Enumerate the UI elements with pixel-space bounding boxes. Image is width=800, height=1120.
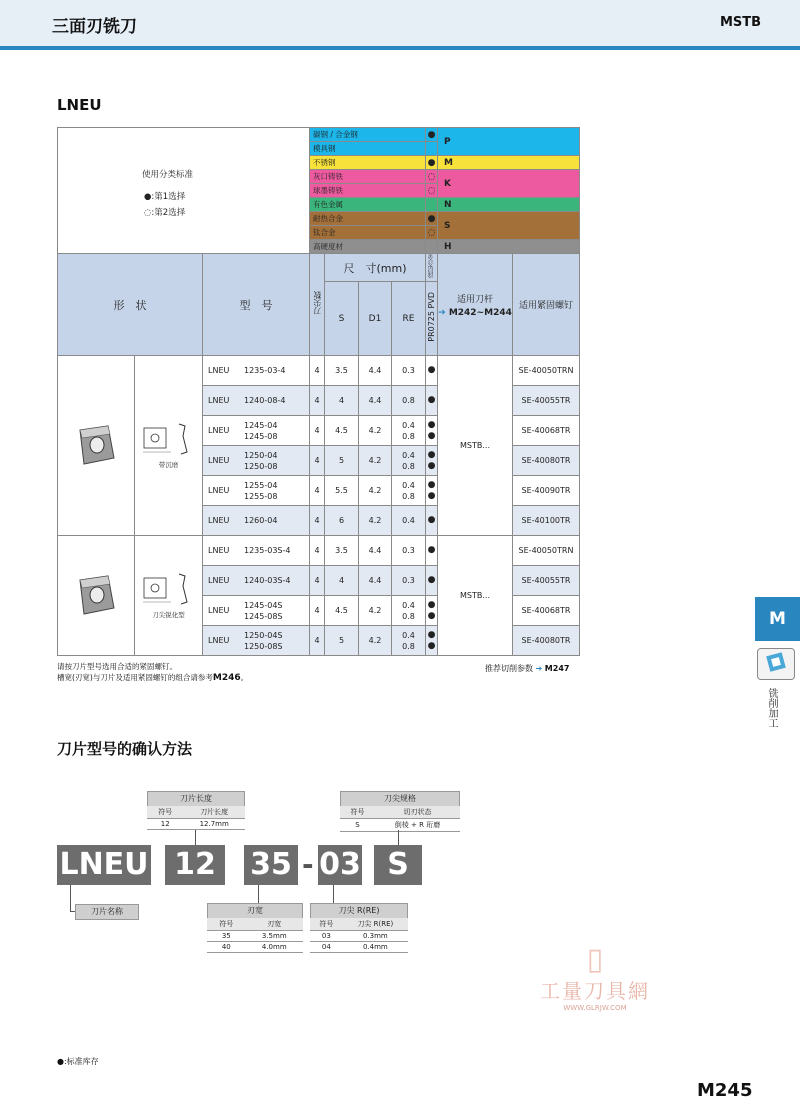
- corner-table: [340, 806, 460, 832]
- edges-cell: 4: [310, 356, 325, 386]
- watermark-logo-icon: ▯: [586, 942, 604, 977]
- note-line1: 请按刀片型号选用合适的紧固螺钉。: [57, 662, 177, 671]
- arrow-right-icon: ➔: [438, 307, 446, 318]
- re-cell: [392, 386, 426, 416]
- screw-cell: SE-40100TR: [513, 506, 580, 536]
- s-cell: 5: [325, 626, 359, 656]
- d1-cell: 4.2: [359, 596, 392, 626]
- name-box-title: 刀片名称: [75, 904, 139, 920]
- radius-h1: 符号: [310, 918, 343, 931]
- width-c: 40: [207, 942, 246, 953]
- holder-cell: MSTB...: [438, 536, 513, 656]
- insert-photo-cell: [58, 536, 135, 656]
- material-mark: ●: [426, 128, 438, 142]
- re-value: 0.8: [402, 611, 415, 621]
- re-value: 0.3: [402, 576, 415, 585]
- stock-dot: ●: [427, 419, 436, 430]
- model-code: 1245-04: [244, 420, 278, 430]
- material-mark: ●: [426, 212, 438, 226]
- second-choice-legend: ◌:第2选择: [144, 207, 186, 218]
- category-p: P: [438, 128, 580, 156]
- edges-cell: 4: [310, 536, 325, 566]
- insert-image: [58, 572, 134, 620]
- screw-cell: SE-40050TRN: [513, 356, 580, 386]
- edges-cell: 4: [310, 446, 325, 476]
- material-mark: [426, 198, 438, 212]
- side-tab-label: 铣削加工: [766, 688, 777, 728]
- corner-r1: S: [340, 819, 375, 832]
- section-title-lneu: LNEU: [57, 96, 102, 114]
- s-cell: 6: [325, 506, 359, 536]
- edges-cell: 4: [310, 596, 325, 626]
- d1-cell: 4.4: [359, 356, 392, 386]
- header-rule: [0, 46, 800, 50]
- d1-cell: 4.2: [359, 476, 392, 506]
- stock-dot: ●: [427, 599, 436, 610]
- re-value: 0.3: [402, 546, 415, 555]
- screw-cell: SE-40080TR: [513, 446, 580, 476]
- watermark-url: WWW.GLRJW.COM: [563, 1004, 627, 1012]
- edges-header-label: 刀尖数: [312, 291, 322, 315]
- stock-dot: ●: [427, 430, 436, 441]
- model-code: 1250-08S: [244, 641, 283, 651]
- holder-ref-label[interactable]: M242~M244: [448, 307, 512, 318]
- edges-cell: 4: [310, 386, 325, 416]
- coating-header: [426, 254, 438, 282]
- radius-table: [310, 918, 408, 953]
- s-cell: 4: [325, 386, 359, 416]
- s-cell: 3.5: [325, 536, 359, 566]
- model-prefix: LNEU: [208, 636, 230, 645]
- model-prefix: LNEU: [208, 546, 230, 555]
- model-code: 1235-03-4: [244, 366, 286, 375]
- grade-header: [426, 282, 438, 356]
- stock-dot: ●: [427, 575, 436, 585]
- code-dash: -: [302, 848, 314, 881]
- edges-cell: 4: [310, 566, 325, 596]
- d1-cell: 4.4: [359, 566, 392, 596]
- holder-cell: MSTB...: [438, 356, 513, 536]
- insert-caption: 带沉磨: [158, 461, 179, 469]
- insert-drawing-svg: [141, 572, 197, 608]
- re-value: 0.4: [402, 450, 415, 460]
- arrow-right-icon: ➔: [535, 664, 543, 673]
- re-cell: [392, 416, 426, 446]
- classification-label: 使用分类标准: [142, 169, 194, 180]
- d1-cell: 4.4: [359, 536, 392, 566]
- edges-cell: 4: [310, 476, 325, 506]
- pvd-label: PVD: [427, 291, 436, 309]
- shape-header: 形 状: [58, 254, 203, 356]
- stock-dot: ●: [427, 449, 436, 460]
- model-prefix: LNEU: [208, 516, 230, 525]
- insert-drawing-svg: [141, 422, 197, 458]
- width-table: [207, 918, 303, 953]
- s-cell: 4.5: [325, 596, 359, 626]
- note-line2-text: 槽宽(刃宽)与刀片及适用紧固螺钉的组合请参考: [57, 673, 213, 682]
- stock-cell: [426, 596, 438, 626]
- re-header: RE: [392, 282, 426, 356]
- width-h2: 刃宽: [246, 918, 303, 931]
- connector: [398, 830, 399, 845]
- re-cell: [392, 536, 426, 566]
- radius-c: 03: [310, 931, 343, 942]
- model-prefix: LNEU: [208, 456, 230, 465]
- code-part-corner: S: [374, 845, 422, 885]
- grade-label: PR0725: [427, 311, 436, 343]
- model-cell: [203, 386, 310, 416]
- screw-header: 适用紧固螺钉: [513, 254, 580, 356]
- category-k: K: [438, 170, 580, 198]
- category-s: S: [438, 212, 580, 240]
- corner-h2: 切刃状态: [375, 806, 460, 819]
- model-cell: [203, 356, 310, 386]
- length-r1: 12: [147, 819, 183, 830]
- model-cell: [203, 476, 310, 506]
- material-cell: 灰口铸铁: [310, 170, 426, 184]
- re-value: 0.8: [402, 396, 415, 405]
- milling-icon: [757, 648, 795, 680]
- screw-cell: SE-40080TR: [513, 626, 580, 656]
- edges-header: [310, 254, 325, 356]
- page-number: M245: [697, 1080, 753, 1101]
- re-cell: [392, 566, 426, 596]
- s-cell: 4.5: [325, 416, 359, 446]
- note-line2-end: 。: [240, 673, 249, 682]
- cutting-params-label: 推荐切削参数: [485, 664, 533, 673]
- re-value: 0.8: [402, 641, 415, 651]
- length-h2: 刀片长度: [183, 806, 245, 819]
- screw-cell: SE-40068TR: [513, 416, 580, 446]
- re-cell: [392, 356, 426, 386]
- material-cell: 球墨铸铁: [310, 184, 426, 198]
- watermark-text: 工量刀具網: [540, 979, 650, 1003]
- d1-cell: 4.2: [359, 446, 392, 476]
- milling-icon-svg: [758, 649, 794, 679]
- model-header: 型 号: [203, 254, 310, 356]
- corner-r2: 倒棱 + R 珩磨: [375, 819, 460, 832]
- stock-dot: ●: [427, 629, 436, 640]
- screw-cell: SE-40055TR: [513, 566, 580, 596]
- coating-label: 涂层合金: [428, 254, 435, 278]
- stock-dot: ●: [427, 365, 436, 375]
- s-cell: 5: [325, 446, 359, 476]
- length-h1: 符号: [147, 806, 183, 819]
- note-line2-ref[interactable]: M246: [212, 673, 241, 683]
- model-cell: [203, 536, 310, 566]
- insert-photo-cell: [58, 356, 135, 536]
- s-cell: 5.5: [325, 476, 359, 506]
- stock-dot: ●: [427, 545, 436, 555]
- screw-cell: SE-40068TR: [513, 596, 580, 626]
- table-row: [58, 356, 580, 386]
- model-cell: [203, 506, 310, 536]
- material-cell: 耐热合金: [310, 212, 426, 226]
- model-code: 1245-08S: [244, 611, 283, 621]
- stock-cell: [426, 626, 438, 656]
- connector: [258, 885, 259, 903]
- material-cell: 钛合金: [310, 226, 426, 240]
- model-code: 1250-08: [244, 461, 278, 471]
- note-line2: [57, 672, 248, 683]
- code-part-width: 35: [244, 845, 298, 885]
- width-c: 35: [207, 931, 246, 942]
- d1-cell: 4.2: [359, 626, 392, 656]
- material-mark: [426, 240, 438, 254]
- connector: [333, 885, 334, 903]
- model-code: 1240-03S-4: [244, 576, 291, 585]
- model-code: 1235-03S-4: [244, 546, 291, 555]
- holder-header: [438, 254, 513, 356]
- material-mark: ●: [426, 156, 438, 170]
- width-h1: 符号: [207, 918, 246, 931]
- stock-dot: ●: [427, 479, 436, 490]
- stock-cell: [426, 536, 438, 566]
- width-v: 4.0mm: [246, 942, 303, 953]
- insert-icon: [74, 572, 118, 618]
- model-prefix: LNEU: [208, 606, 230, 615]
- model-code: 1250-04: [244, 450, 278, 460]
- re-value: 0.8: [402, 431, 415, 441]
- stock-cell: [426, 506, 438, 536]
- material-cell: 高硬度材: [310, 240, 426, 254]
- material-mark: [426, 142, 438, 156]
- d1-cell: 4.2: [359, 416, 392, 446]
- length-box-title: 刀片长度: [147, 791, 245, 807]
- corner-box-title: 刀尖规格: [340, 791, 460, 807]
- radius-v: 0.3mm: [343, 931, 408, 942]
- model-prefix: LNEU: [208, 576, 230, 585]
- section-title-confirm: 刀片型号的确认方法: [57, 740, 193, 758]
- edges-cell: 4: [310, 626, 325, 656]
- radius-h2: 刀尖 R(RE): [343, 918, 408, 931]
- d1-cell: 4.2: [359, 506, 392, 536]
- model-cell: [203, 596, 310, 626]
- model-code: 1255-08: [244, 491, 278, 501]
- corner-h1: 符号: [340, 806, 375, 819]
- screw-cell: SE-40090TR: [513, 476, 580, 506]
- screw-cell: SE-40055TR: [513, 386, 580, 416]
- re-cell: [392, 596, 426, 626]
- category-m: M: [438, 156, 580, 170]
- d1-cell: 4.4: [359, 386, 392, 416]
- width-box-title: 刃宽: [207, 903, 303, 919]
- connector: [70, 885, 71, 911]
- insert-drawing-cell: [135, 536, 203, 656]
- model-code: 1240-08-4: [244, 396, 286, 405]
- s-header: S: [325, 282, 359, 356]
- model-code: 1245-08: [244, 431, 278, 441]
- s-cell: 4: [325, 566, 359, 596]
- stock-dot: ●: [427, 515, 436, 525]
- edges-cell: 4: [310, 416, 325, 446]
- re-value: 0.4: [402, 420, 415, 430]
- spec-table: [57, 127, 580, 656]
- length-table: [147, 806, 245, 830]
- insert-icon: [74, 422, 118, 468]
- material-mark: ◌: [426, 226, 438, 240]
- re-cell: [392, 446, 426, 476]
- model-prefix: LNEU: [208, 426, 230, 435]
- model-cell: [203, 566, 310, 596]
- d1-header: D1: [359, 282, 392, 356]
- table-row: [58, 536, 580, 566]
- stock-legend: ●:标准库存: [57, 1057, 99, 1066]
- material-cell: 有色金属: [310, 198, 426, 212]
- material-mark: ◌: [426, 170, 438, 184]
- re-value: 0.4: [402, 600, 415, 610]
- code-part-name: LNEU: [57, 845, 151, 885]
- material-cell: 模具钢: [310, 142, 426, 156]
- stock-dot: ●: [427, 395, 436, 405]
- insert-drawing: [135, 572, 202, 610]
- model-code: 1255-04: [244, 480, 278, 490]
- stock-dot: ●: [427, 460, 436, 471]
- re-value: 0.8: [402, 461, 415, 471]
- side-tab-m[interactable]: M: [755, 597, 800, 641]
- re-cell: [392, 626, 426, 656]
- width-v: 3.5mm: [246, 931, 303, 942]
- insert-image: [58, 422, 134, 470]
- stock-cell: [426, 476, 438, 506]
- stock-cell: [426, 446, 438, 476]
- model-code: 1250-04S: [244, 630, 283, 640]
- connector: [195, 830, 196, 845]
- re-value: 0.4: [402, 630, 415, 640]
- stock-cell: [426, 566, 438, 596]
- first-choice-legend: ●:第1选择: [144, 191, 186, 202]
- stock-dot: ●: [427, 490, 436, 501]
- re-value: 0.4: [402, 516, 415, 525]
- cutting-params-page[interactable]: M247: [544, 664, 570, 673]
- model-cell: [203, 446, 310, 476]
- model-prefix: LNEU: [208, 366, 230, 375]
- cutting-params-ref[interactable]: [485, 663, 569, 674]
- stock-cell: [426, 356, 438, 386]
- material-mark: ◌: [426, 184, 438, 198]
- category-n: N: [438, 198, 580, 212]
- model-code: 1245-04S: [244, 600, 283, 610]
- page-title: 三面刃铣刀: [52, 17, 137, 37]
- classification-legend: [58, 128, 310, 254]
- holder-ref: [438, 308, 512, 318]
- material-cell: 不锈钢: [310, 156, 426, 170]
- insert-drawing-cell: [135, 356, 203, 536]
- re-cell: [392, 476, 426, 506]
- dimensions-header: 尺 寸(mm): [325, 254, 426, 282]
- insert-caption: 刀尖锐化型: [152, 611, 185, 619]
- category-h: H: [438, 240, 580, 254]
- stock-cell: [426, 416, 438, 446]
- series-code: MSTB: [720, 15, 762, 30]
- stock-cell: [426, 386, 438, 416]
- model-prefix: LNEU: [208, 396, 230, 405]
- radius-v: 0.4mm: [343, 942, 408, 953]
- re-cell: [392, 506, 426, 536]
- re-value: 0.3: [402, 366, 415, 375]
- s-cell: 3.5: [325, 356, 359, 386]
- stock-dot: ●: [427, 640, 436, 651]
- model-code: 1260-04: [244, 516, 278, 525]
- model-cell: [203, 626, 310, 656]
- re-value: 0.4: [402, 480, 415, 490]
- model-prefix: LNEU: [208, 486, 230, 495]
- model-cell: [203, 416, 310, 446]
- insert-drawing: [135, 422, 202, 460]
- radius-c: 04: [310, 942, 343, 953]
- code-part-length: 12: [165, 845, 225, 885]
- edges-cell: 4: [310, 506, 325, 536]
- holder-header-label: 适用刀杆: [456, 294, 493, 305]
- re-value: 0.8: [402, 491, 415, 501]
- code-part-radius: 03: [318, 845, 362, 885]
- stock-dot: ●: [427, 610, 436, 621]
- radius-box-title: 刀尖 R(RE): [310, 903, 408, 919]
- watermark: [540, 942, 650, 1012]
- length-r2: 12.7mm: [183, 819, 245, 830]
- screw-cell: SE-40050TRN: [513, 536, 580, 566]
- material-cell: 碳钢 / 合金钢: [310, 128, 426, 142]
